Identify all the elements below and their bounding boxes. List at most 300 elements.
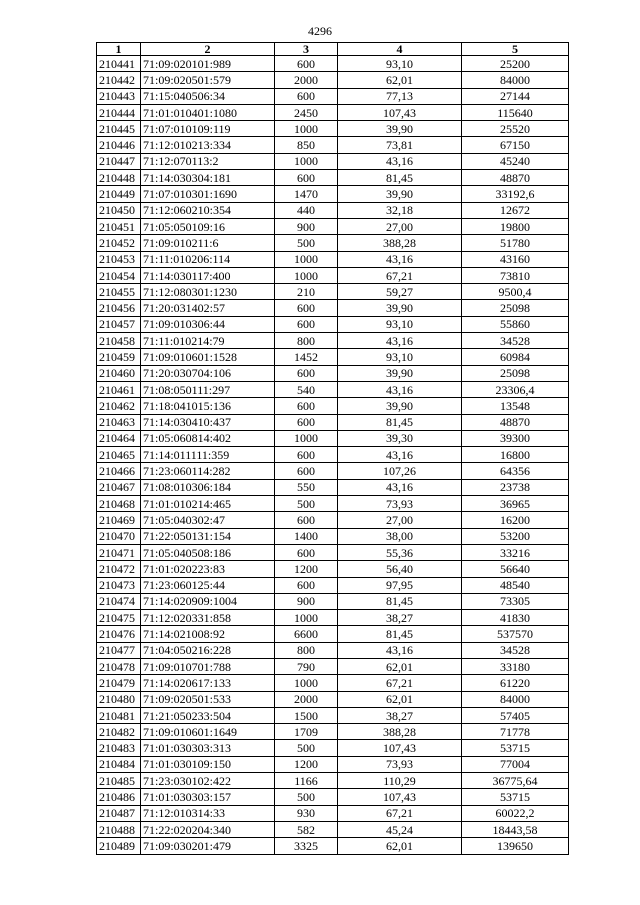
rate-cell: 38,27	[338, 610, 462, 626]
area-cell: 1470	[275, 186, 338, 202]
cadastral-number-cell: 71:12:010314:33	[141, 805, 275, 821]
cadastral-number-cell: 71:22:020204:340	[141, 821, 275, 837]
row-number-cell: 210469	[97, 512, 141, 528]
value-cell: 67150	[462, 137, 569, 153]
value-cell: 34528	[462, 642, 569, 658]
table-row	[97, 414, 569, 430]
rate-cell: 59,27	[338, 284, 462, 300]
rate-cell: 62,01	[338, 658, 462, 674]
table-row	[97, 267, 569, 283]
area-cell: 600	[275, 463, 338, 479]
area-cell: 600	[275, 414, 338, 430]
row-number-cell: 210446	[97, 137, 141, 153]
column-header: 2	[141, 43, 275, 56]
table-row	[97, 72, 569, 88]
cadastral-number-cell: 71:23:030102:422	[141, 773, 275, 789]
table-row	[97, 577, 569, 593]
value-cell: 84000	[462, 72, 569, 88]
rate-cell: 38,27	[338, 707, 462, 723]
rate-cell: 43,16	[338, 333, 462, 349]
rate-cell: 107,26	[338, 463, 462, 479]
row-number-cell: 210442	[97, 72, 141, 88]
area-cell: 2000	[275, 72, 338, 88]
rate-cell: 73,93	[338, 496, 462, 512]
cadastral-number-cell: 71:05:050109:16	[141, 218, 275, 234]
table-row	[97, 544, 569, 560]
area-cell: 1000	[275, 153, 338, 169]
value-cell: 57405	[462, 707, 569, 723]
cadastral-number-cell: 71:05:040508:186	[141, 544, 275, 560]
table-row	[97, 642, 569, 658]
table-row	[97, 447, 569, 463]
row-number-cell: 210450	[97, 202, 141, 218]
row-number-cell: 210465	[97, 447, 141, 463]
table-row	[97, 789, 569, 805]
rate-cell: 388,28	[338, 235, 462, 251]
table-row	[97, 463, 569, 479]
rate-cell: 43,16	[338, 642, 462, 658]
area-cell: 1500	[275, 707, 338, 723]
rate-cell: 62,01	[338, 838, 462, 854]
value-cell: 55860	[462, 316, 569, 332]
row-number-cell: 210484	[97, 756, 141, 772]
cadastral-number-cell: 71:01:010214:465	[141, 496, 275, 512]
area-cell: 1000	[275, 675, 338, 691]
row-number-cell: 210443	[97, 88, 141, 104]
cadastral-number-cell: 71:20:031402:57	[141, 300, 275, 316]
row-number-cell: 210474	[97, 593, 141, 609]
row-number-cell: 210447	[97, 153, 141, 169]
data-table	[96, 42, 569, 855]
value-cell: 48540	[462, 577, 569, 593]
area-cell: 500	[275, 740, 338, 756]
area-cell: 2000	[275, 691, 338, 707]
area-cell: 210	[275, 284, 338, 300]
row-number-cell: 210445	[97, 121, 141, 137]
value-cell: 64356	[462, 463, 569, 479]
value-cell: 25200	[462, 56, 569, 72]
table-row	[97, 104, 569, 120]
table-row	[97, 186, 569, 202]
rate-cell: 43,16	[338, 447, 462, 463]
area-cell: 1400	[275, 528, 338, 544]
table-row	[97, 610, 569, 626]
rate-cell: 39,90	[338, 121, 462, 137]
cadastral-number-cell: 71:04:050216:228	[141, 642, 275, 658]
area-cell: 600	[275, 56, 338, 72]
value-cell: 34528	[462, 333, 569, 349]
table-row	[97, 316, 569, 332]
column-header: 1	[97, 43, 141, 56]
rate-cell: 73,93	[338, 756, 462, 772]
area-cell: 900	[275, 218, 338, 234]
area-cell: 6600	[275, 626, 338, 642]
cadastral-number-cell: 71:01:030303:313	[141, 740, 275, 756]
row-number-cell: 210451	[97, 218, 141, 234]
rate-cell: 39,90	[338, 398, 462, 414]
area-cell: 1452	[275, 349, 338, 365]
area-cell: 440	[275, 202, 338, 218]
value-cell: 84000	[462, 691, 569, 707]
cadastral-number-cell: 71:09:020101:989	[141, 56, 275, 72]
cadastral-number-cell: 71:15:040506:34	[141, 88, 275, 104]
area-cell: 850	[275, 137, 338, 153]
value-cell: 23738	[462, 479, 569, 495]
rate-cell: 62,01	[338, 691, 462, 707]
table-row	[97, 218, 569, 234]
value-cell: 61220	[462, 675, 569, 691]
value-cell: 77004	[462, 756, 569, 772]
value-cell: 537570	[462, 626, 569, 642]
table-row	[97, 251, 569, 267]
area-cell: 800	[275, 642, 338, 658]
cadastral-number-cell: 71:01:010401:1080	[141, 104, 275, 120]
cadastral-number-cell: 71:14:021008:92	[141, 626, 275, 642]
rate-cell: 62,01	[338, 72, 462, 88]
row-number-cell: 210452	[97, 235, 141, 251]
rate-cell: 55,36	[338, 544, 462, 560]
cadastral-number-cell: 71:09:030201:479	[141, 838, 275, 854]
area-cell: 500	[275, 496, 338, 512]
rate-cell: 45,24	[338, 821, 462, 837]
row-number-cell: 210477	[97, 642, 141, 658]
rate-cell: 73,81	[338, 137, 462, 153]
rate-cell: 67,21	[338, 675, 462, 691]
value-cell: 56640	[462, 561, 569, 577]
table-row	[97, 593, 569, 609]
row-number-cell: 210473	[97, 577, 141, 593]
rate-cell: 56,40	[338, 561, 462, 577]
rate-cell: 27,00	[338, 218, 462, 234]
value-cell: 73305	[462, 593, 569, 609]
area-cell: 500	[275, 789, 338, 805]
area-cell: 550	[275, 479, 338, 495]
rate-cell: 81,45	[338, 414, 462, 430]
row-number-cell: 210471	[97, 544, 141, 560]
table-row	[97, 430, 569, 446]
cadastral-number-cell: 71:11:010214:79	[141, 333, 275, 349]
cadastral-number-cell: 71:12:080301:1230	[141, 284, 275, 300]
table-row	[97, 838, 569, 854]
area-cell: 582	[275, 821, 338, 837]
value-cell: 41830	[462, 610, 569, 626]
cadastral-number-cell: 71:23:060125:44	[141, 577, 275, 593]
row-number-cell: 210456	[97, 300, 141, 316]
cadastral-number-cell: 71:09:010211:6	[141, 235, 275, 251]
value-cell: 115640	[462, 104, 569, 120]
row-number-cell: 210457	[97, 316, 141, 332]
value-cell: 19800	[462, 218, 569, 234]
row-number-cell: 210481	[97, 707, 141, 723]
rate-cell: 32,18	[338, 202, 462, 218]
value-cell: 71778	[462, 724, 569, 740]
row-number-cell: 210441	[97, 56, 141, 72]
cadastral-number-cell: 71:01:030303:157	[141, 789, 275, 805]
value-cell: 60984	[462, 349, 569, 365]
cadastral-number-cell: 71:14:030304:181	[141, 170, 275, 186]
area-cell: 600	[275, 577, 338, 593]
value-cell: 25098	[462, 365, 569, 381]
cadastral-number-cell: 71:14:020617:133	[141, 675, 275, 691]
area-cell: 790	[275, 658, 338, 674]
rate-cell: 43,16	[338, 251, 462, 267]
value-cell: 51780	[462, 235, 569, 251]
cadastral-number-cell: 71:09:010701:788	[141, 658, 275, 674]
value-cell: 53715	[462, 740, 569, 756]
row-number-cell: 210479	[97, 675, 141, 691]
table-row	[97, 300, 569, 316]
table-row	[97, 88, 569, 104]
table-header-row	[97, 43, 569, 56]
value-cell: 53715	[462, 789, 569, 805]
cadastral-number-cell: 71:01:020223:83	[141, 561, 275, 577]
value-cell: 33192,6	[462, 186, 569, 202]
area-cell: 1000	[275, 121, 338, 137]
value-cell: 25520	[462, 121, 569, 137]
table-row	[97, 202, 569, 218]
table-row	[97, 153, 569, 169]
rate-cell: 27,00	[338, 512, 462, 528]
cadastral-number-cell: 71:14:020909:1004	[141, 593, 275, 609]
cadastral-number-cell: 71:01:030109:150	[141, 756, 275, 772]
row-number-cell: 210488	[97, 821, 141, 837]
value-cell: 16200	[462, 512, 569, 528]
cadastral-number-cell: 71:22:050131:154	[141, 528, 275, 544]
row-number-cell: 210485	[97, 773, 141, 789]
table-row	[97, 333, 569, 349]
area-cell: 1200	[275, 756, 338, 772]
rate-cell: 93,10	[338, 316, 462, 332]
table-row	[97, 170, 569, 186]
value-cell: 36965	[462, 496, 569, 512]
area-cell: 600	[275, 300, 338, 316]
row-number-cell: 210458	[97, 333, 141, 349]
row-number-cell: 210461	[97, 381, 141, 397]
cadastral-number-cell: 71:09:020501:533	[141, 691, 275, 707]
rate-cell: 81,45	[338, 170, 462, 186]
value-cell: 23306,4	[462, 381, 569, 397]
value-cell: 18443,58	[462, 821, 569, 837]
area-cell: 600	[275, 447, 338, 463]
cadastral-number-cell: 71:23:060114:282	[141, 463, 275, 479]
row-number-cell: 210462	[97, 398, 141, 414]
cadastral-number-cell: 71:09:020501:579	[141, 72, 275, 88]
cadastral-number-cell: 71:14:011111:359	[141, 447, 275, 463]
table-row	[97, 707, 569, 723]
area-cell: 1000	[275, 251, 338, 267]
value-cell: 139650	[462, 838, 569, 854]
column-header: 5	[462, 43, 569, 56]
cadastral-number-cell: 71:14:030117:400	[141, 267, 275, 283]
area-cell: 930	[275, 805, 338, 821]
rate-cell: 39,90	[338, 186, 462, 202]
rate-cell: 93,10	[338, 56, 462, 72]
value-cell: 9500,4	[462, 284, 569, 300]
table-row	[97, 381, 569, 397]
rate-cell: 107,43	[338, 104, 462, 120]
area-cell: 600	[275, 398, 338, 414]
row-number-cell: 210453	[97, 251, 141, 267]
table-row	[97, 561, 569, 577]
column-header: 3	[275, 43, 338, 56]
value-cell: 27144	[462, 88, 569, 104]
row-number-cell: 210467	[97, 479, 141, 495]
value-cell: 33180	[462, 658, 569, 674]
rate-cell: 77,13	[338, 88, 462, 104]
area-cell: 540	[275, 381, 338, 397]
area-cell: 900	[275, 593, 338, 609]
area-cell: 600	[275, 512, 338, 528]
table-row	[97, 349, 569, 365]
value-cell: 53200	[462, 528, 569, 544]
rate-cell: 39,30	[338, 430, 462, 446]
row-number-cell: 210470	[97, 528, 141, 544]
value-cell: 12672	[462, 202, 569, 218]
cadastral-number-cell: 71:12:020331:858	[141, 610, 275, 626]
rate-cell: 107,43	[338, 789, 462, 805]
row-number-cell: 210478	[97, 658, 141, 674]
value-cell: 45240	[462, 153, 569, 169]
area-cell: 600	[275, 544, 338, 560]
rate-cell: 67,21	[338, 267, 462, 283]
value-cell: 36775,64	[462, 773, 569, 789]
cadastral-number-cell: 71:09:010306:44	[141, 316, 275, 332]
row-number-cell: 210448	[97, 170, 141, 186]
row-number-cell: 210483	[97, 740, 141, 756]
rate-cell: 81,45	[338, 593, 462, 609]
cadastral-number-cell: 71:12:060210:354	[141, 202, 275, 218]
area-cell: 600	[275, 365, 338, 381]
value-cell: 73810	[462, 267, 569, 283]
rate-cell: 388,28	[338, 724, 462, 740]
value-cell: 13548	[462, 398, 569, 414]
cadastral-number-cell: 71:09:010601:1649	[141, 724, 275, 740]
area-cell: 600	[275, 88, 338, 104]
table-row	[97, 756, 569, 772]
table-row	[97, 479, 569, 495]
table-row	[97, 821, 569, 837]
cadastral-number-cell: 71:09:010601:1528	[141, 349, 275, 365]
cadastral-number-cell: 71:05:040302:47	[141, 512, 275, 528]
value-cell: 16800	[462, 447, 569, 463]
table-row	[97, 137, 569, 153]
area-cell: 600	[275, 316, 338, 332]
page-number: 4296	[308, 24, 332, 38]
table-row	[97, 675, 569, 691]
table-row	[97, 512, 569, 528]
table-row	[97, 235, 569, 251]
rate-cell: 67,21	[338, 805, 462, 821]
row-number-cell: 210489	[97, 838, 141, 854]
table-row	[97, 365, 569, 381]
value-cell: 25098	[462, 300, 569, 316]
area-cell: 600	[275, 170, 338, 186]
rate-cell: 39,90	[338, 365, 462, 381]
cadastral-number-cell: 71:18:041015:136	[141, 398, 275, 414]
table-row	[97, 121, 569, 137]
table-row	[97, 773, 569, 789]
row-number-cell: 210444	[97, 104, 141, 120]
table-row	[97, 691, 569, 707]
area-cell: 1000	[275, 610, 338, 626]
area-cell: 1709	[275, 724, 338, 740]
area-cell: 3325	[275, 838, 338, 854]
area-cell: 2450	[275, 104, 338, 120]
row-number-cell: 210480	[97, 691, 141, 707]
row-number-cell: 210449	[97, 186, 141, 202]
table-row	[97, 496, 569, 512]
area-cell: 1000	[275, 267, 338, 283]
column-header: 4	[338, 43, 462, 56]
rate-cell: 43,16	[338, 381, 462, 397]
area-cell: 500	[275, 235, 338, 251]
rate-cell: 93,10	[338, 349, 462, 365]
table-row	[97, 284, 569, 300]
area-cell: 1200	[275, 561, 338, 577]
rate-cell: 81,45	[338, 626, 462, 642]
value-cell: 48870	[462, 414, 569, 430]
rate-cell: 38,00	[338, 528, 462, 544]
area-cell: 1166	[275, 773, 338, 789]
table-row	[97, 658, 569, 674]
row-number-cell: 210455	[97, 284, 141, 300]
cadastral-number-cell: 71:08:010306:184	[141, 479, 275, 495]
rate-cell: 43,16	[338, 479, 462, 495]
row-number-cell: 210487	[97, 805, 141, 821]
row-number-cell: 210468	[97, 496, 141, 512]
row-number-cell: 210466	[97, 463, 141, 479]
cadastral-number-cell: 71:05:060814:402	[141, 430, 275, 446]
row-number-cell: 210460	[97, 365, 141, 381]
rate-cell: 43,16	[338, 153, 462, 169]
cadastral-number-cell: 71:08:050111:297	[141, 381, 275, 397]
cadastral-number-cell: 71:12:010213:334	[141, 137, 275, 153]
cadastral-number-cell: 71:07:010109:119	[141, 121, 275, 137]
cadastral-number-cell: 71:07:010301:1690	[141, 186, 275, 202]
table-row	[97, 740, 569, 756]
row-number-cell: 210472	[97, 561, 141, 577]
value-cell: 60022,2	[462, 805, 569, 821]
row-number-cell: 210463	[97, 414, 141, 430]
value-cell: 43160	[462, 251, 569, 267]
cadastral-number-cell: 71:12:070113:2	[141, 153, 275, 169]
table-row	[97, 528, 569, 544]
rate-cell: 107,43	[338, 740, 462, 756]
rate-cell: 110,29	[338, 773, 462, 789]
row-number-cell: 210482	[97, 724, 141, 740]
area-cell: 800	[275, 333, 338, 349]
rate-cell: 97,95	[338, 577, 462, 593]
table-row	[97, 398, 569, 414]
table-body	[97, 56, 569, 855]
row-number-cell: 210454	[97, 267, 141, 283]
cadastral-number-cell: 71:14:030410:437	[141, 414, 275, 430]
area-cell: 1000	[275, 430, 338, 446]
rate-cell: 39,90	[338, 300, 462, 316]
table-row	[97, 626, 569, 642]
row-number-cell: 210459	[97, 349, 141, 365]
value-cell: 39300	[462, 430, 569, 446]
cadastral-number-cell: 71:21:050233:504	[141, 707, 275, 723]
value-cell: 33216	[462, 544, 569, 560]
row-number-cell: 210486	[97, 789, 141, 805]
table-row	[97, 805, 569, 821]
row-number-cell: 210464	[97, 430, 141, 446]
cadastral-number-cell: 71:11:010206:114	[141, 251, 275, 267]
table-row	[97, 724, 569, 740]
row-number-cell: 210476	[97, 626, 141, 642]
table-row	[97, 56, 569, 72]
